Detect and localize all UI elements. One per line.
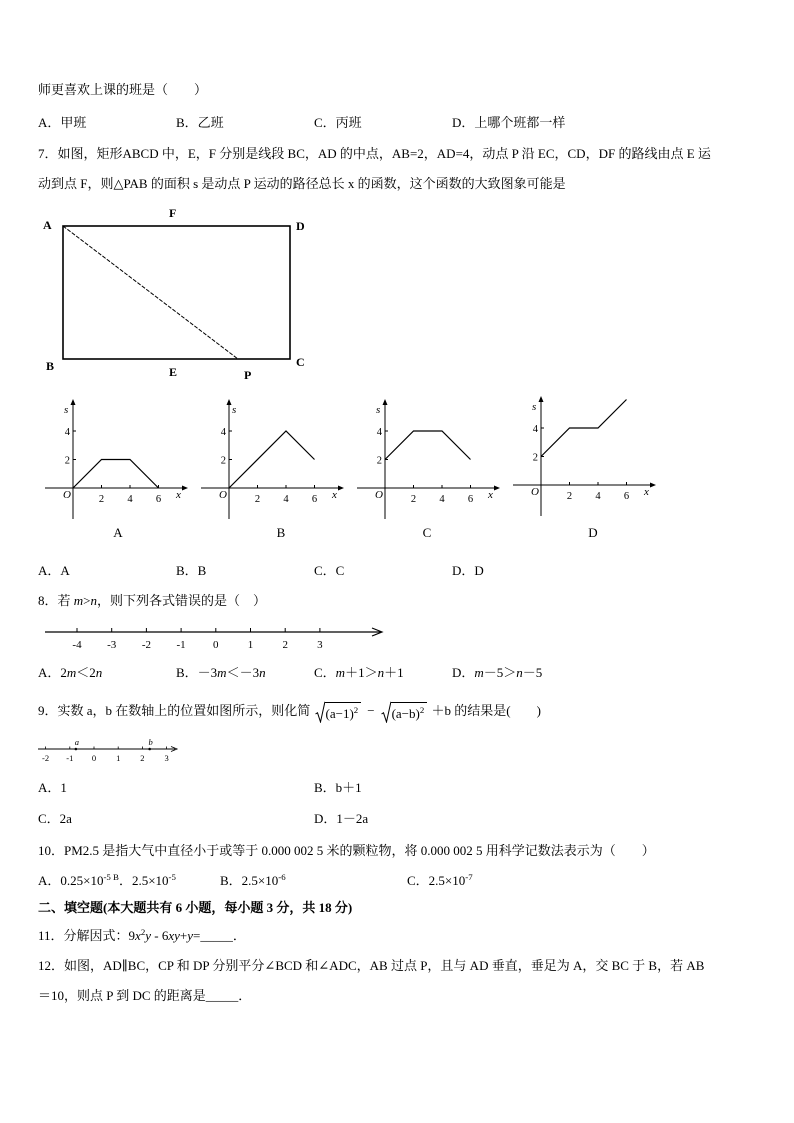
graph-a-x-tick-label: 6 <box>155 494 162 505</box>
q11-stem <box>38 927 246 945</box>
graph-a <box>43 395 193 525</box>
math-variable: m <box>217 665 227 680</box>
q9-option-a: A．1 <box>38 780 67 795</box>
q9-tick-label: 0 <box>91 753 97 763</box>
q8-option-b <box>176 664 266 682</box>
q9-point-label-b: b <box>148 738 153 747</box>
radicand-2 <box>391 702 428 723</box>
point-label-p: P <box>244 368 252 382</box>
text-run: －5＞ <box>483 665 517 680</box>
graph-b-caption: B <box>276 525 286 540</box>
math-variable: n <box>90 593 97 608</box>
q10-option-a <box>38 872 176 890</box>
text-run: + <box>179 928 188 943</box>
graph-d-line <box>541 400 627 457</box>
text-run: ＜－3 <box>226 665 260 680</box>
graph-a-x-tick-label: 2 <box>98 494 105 505</box>
graph-c-y-tick-label: 4 <box>376 427 382 438</box>
segment-ap <box>63 226 238 359</box>
graph-d <box>511 392 661 522</box>
q10-stem: 10．PM2.5 是指大气中直径小于或等于 0.000 002 5 米的颗粒物，将 0.000 002 5 用科学记数法表示为（ ） <box>38 843 655 858</box>
q9-option-c: C．2a <box>38 811 72 826</box>
math-variable: y <box>187 928 194 943</box>
q7-option-d: D．D <box>452 563 484 578</box>
q9-stem-prefix: 9．实数 a，b 在数轴上的位置如图所示，则化简 <box>38 703 314 718</box>
graph-b-x-tick-label: 4 <box>283 494 289 505</box>
q9-tick-label: 3 <box>164 753 169 763</box>
q6-option-a: A．甲班 <box>38 115 87 130</box>
text-run: ，则下列各式错误的是（ ） <box>97 593 267 608</box>
minus-sign: − <box>367 703 375 718</box>
text-run: > <box>83 593 91 608</box>
math-variable: m <box>335 665 346 680</box>
math-variable: x <box>135 928 141 943</box>
q8-tick-label: 1 <box>247 639 254 651</box>
graph-d-caption: D <box>588 525 598 540</box>
graph-a-line <box>73 460 159 489</box>
graph-d-origin-label: O <box>531 486 539 498</box>
text-run: ＜2 <box>76 665 96 680</box>
text-run: 11．分解因式：9 <box>38 928 136 943</box>
graph-a-x-arrow-icon <box>182 486 188 491</box>
q8-tick-label: -2 <box>141 639 151 651</box>
graph-a-y-label: s <box>64 404 69 416</box>
graph-a-x-tick-label: 4 <box>127 494 133 505</box>
q7-stem-line-2: 动到点 F，则△PAB 的面积 s 是动点 P 运动的路径总长 x 的函数，这个函数的大致图象可能是 <box>38 176 566 191</box>
text-run: C．2.5×10 <box>407 873 466 888</box>
section-title-fill-in: 二、填空题(本大题共有 6 小题，每小题 3 分，共 18 分) <box>38 900 353 915</box>
q6-stem-tail: 师更喜欢上课的班是（ ） <box>38 82 208 97</box>
q7-stem-line-1: 7．如图，矩形ABCD 中，E，F 分别是线段 BC，AD 的中点，AB=2，AD=4，动点 P 沿 EC，CD，DF 的路线由点 E 运 <box>38 146 711 161</box>
q9-point-a <box>75 748 78 751</box>
q9-tick-label: -2 <box>42 753 50 763</box>
q9-stem <box>38 698 541 724</box>
math-variable: m <box>66 665 77 680</box>
math-variable: n <box>95 665 103 680</box>
text-run: －5 <box>522 665 543 680</box>
graph-d-y-arrow-icon <box>539 396 544 402</box>
q7-option-c: C．C <box>314 563 345 578</box>
text-run: ＋1 <box>384 665 404 680</box>
graph-b-y-tick-label: 2 <box>220 455 226 467</box>
q12-stem-line-1: 12．如图，AD∥BC，CP 和 DP 分别平分∠BCD 和∠ADC，AB 过点 P，且与 AD 垂直，垂足为 A，交 BC 于 B，若 AB <box>38 958 705 973</box>
graph-b <box>199 395 349 525</box>
text-run: =_____． <box>193 928 246 943</box>
q12-stem-line-2: ＝10，则点 P 到 DC 的距离是_____． <box>38 988 252 1003</box>
math-variable: xy <box>168 928 180 943</box>
graph-c-y-arrow-icon <box>383 399 388 405</box>
graph-d-y-tick-label: 4 <box>532 424 538 435</box>
graph-c <box>355 395 505 525</box>
text-run: - 6 <box>151 928 169 943</box>
graph-b-origin-label: O <box>219 489 227 501</box>
radicand-2-exponent: 2 <box>419 705 425 716</box>
math-variable: n <box>259 665 266 680</box>
graph-d-x-tick-label: 6 <box>623 491 630 502</box>
radicand-1-exponent: 2 <box>353 705 359 716</box>
graph-d-x-arrow-icon <box>650 483 656 488</box>
point-label-a: A <box>43 218 52 232</box>
text-run: C． <box>314 665 336 680</box>
q9-number-line <box>36 738 181 764</box>
graph-d-y-tick-label: 2 <box>532 452 538 464</box>
radical-a-minus-1 <box>315 701 362 723</box>
q9-point-label-a: a <box>74 738 79 747</box>
graph-c-x-label: x <box>488 489 493 501</box>
q8-tick-label: -1 <box>176 639 186 651</box>
text-run: B．－3 <box>176 665 218 680</box>
q9-stem-suffix: ＋b 的结果是( ) <box>431 703 541 718</box>
graph-b-x-arrow-icon <box>338 486 344 491</box>
graph-b-y-tick-label: 4 <box>220 427 226 438</box>
q8-option-c <box>314 664 404 682</box>
graph-c-origin-label: O <box>375 489 383 501</box>
q6-option-b: B．乙班 <box>176 115 224 130</box>
q8-tick-label: 2 <box>282 639 288 651</box>
q8-stem <box>38 592 266 610</box>
text-run: A．2 <box>38 665 67 680</box>
point-label-e: E <box>169 365 178 379</box>
graph-c-x-tick-label: 2 <box>410 494 417 505</box>
q9-option-d: D．1－2a <box>314 811 369 826</box>
graph-c-y-label: s <box>376 404 381 416</box>
graph-d-y-label: s <box>532 401 537 413</box>
text-run: A．0.25×10 <box>38 873 104 888</box>
q9-point-b <box>148 748 151 751</box>
superscript: -6 <box>278 872 286 883</box>
math-variable: m <box>73 593 84 608</box>
graph-c-x-tick-label: 4 <box>439 494 445 505</box>
radical-sign-icon <box>381 701 391 723</box>
point-label-c: C <box>296 355 305 369</box>
superscript: -5 B <box>103 872 119 883</box>
graph-a-y-arrow-icon <box>71 399 76 405</box>
math-variable: y <box>145 928 152 943</box>
radicand-1 <box>325 702 362 723</box>
superscript: 2 <box>140 927 146 938</box>
q6-option-c: C．丙班 <box>314 115 362 130</box>
graph-b-x-tick-label: 2 <box>254 494 261 505</box>
graph-d-x-tick-label: 4 <box>595 491 601 502</box>
radical-sign-icon <box>315 701 325 723</box>
math-variable: n <box>516 665 523 680</box>
text-run: ＋1＞ <box>345 665 378 680</box>
rectangle-figure <box>40 205 320 385</box>
graph-d-x-label: x <box>644 486 649 498</box>
graph-b-line <box>229 431 315 488</box>
q9-tick-label: 2 <box>140 753 145 763</box>
graph-a-y-tick-label: 4 <box>64 427 70 438</box>
text-run: B．2.5×10 <box>220 873 279 888</box>
q10-option-b <box>220 872 286 890</box>
math-variable: m <box>474 665 484 680</box>
graph-d-x-tick-label: 2 <box>566 491 573 502</box>
q8-option-a <box>38 664 102 682</box>
superscript: -7 <box>465 872 473 883</box>
graph-c-line <box>385 431 471 460</box>
graph-c-caption: C <box>422 525 432 540</box>
graph-a-y-tick-label: 2 <box>64 455 70 467</box>
graph-a-x-label: x <box>176 489 181 501</box>
point-label-f: F <box>169 206 177 220</box>
point-label-d: D <box>296 219 305 233</box>
q8-tick-label: -4 <box>72 639 82 651</box>
graph-a-origin-label: O <box>63 489 71 501</box>
q8-tick-label: 0 <box>213 639 219 651</box>
graph-c-x-tick-label: 6 <box>467 494 474 505</box>
text-run: 8．若 <box>38 593 74 608</box>
q9-tick-label: -1 <box>66 753 74 763</box>
q9-tick-label: 1 <box>116 753 121 763</box>
graph-c-x-arrow-icon <box>494 486 500 491</box>
q8-number-line <box>40 620 390 654</box>
q7-option-a: A．A <box>38 563 70 578</box>
rectangle-abcd <box>63 226 290 359</box>
radicand-1-text: (a−1) <box>325 706 354 722</box>
q8-tick-label: -3 <box>107 639 117 651</box>
point-label-b: B <box>46 359 55 373</box>
radicand-2-text: (a−b) <box>391 706 420 722</box>
radical-a-minus-b <box>381 701 428 723</box>
graph-b-x-tick-label: 6 <box>311 494 318 505</box>
q6-option-d: D．上哪个班都一样 <box>452 115 566 130</box>
math-variable: n <box>377 665 385 680</box>
text-run: D． <box>452 665 475 680</box>
graph-b-x-label: x <box>332 489 337 501</box>
q10-option-c <box>407 872 473 890</box>
superscript: -5 <box>168 872 176 883</box>
q8-option-d <box>452 664 542 682</box>
q7-option-b: B．B <box>176 563 207 578</box>
graph-b-y-arrow-icon <box>227 399 232 405</box>
q9-option-b: B．b＋1 <box>314 780 362 795</box>
graph-a-caption: A <box>113 525 123 540</box>
text-run: ．2.5×10 <box>118 873 169 888</box>
graph-c-y-tick-label: 2 <box>376 455 382 467</box>
graph-b-y-label: s <box>232 404 237 416</box>
q8-tick-label: 3 <box>317 639 323 651</box>
